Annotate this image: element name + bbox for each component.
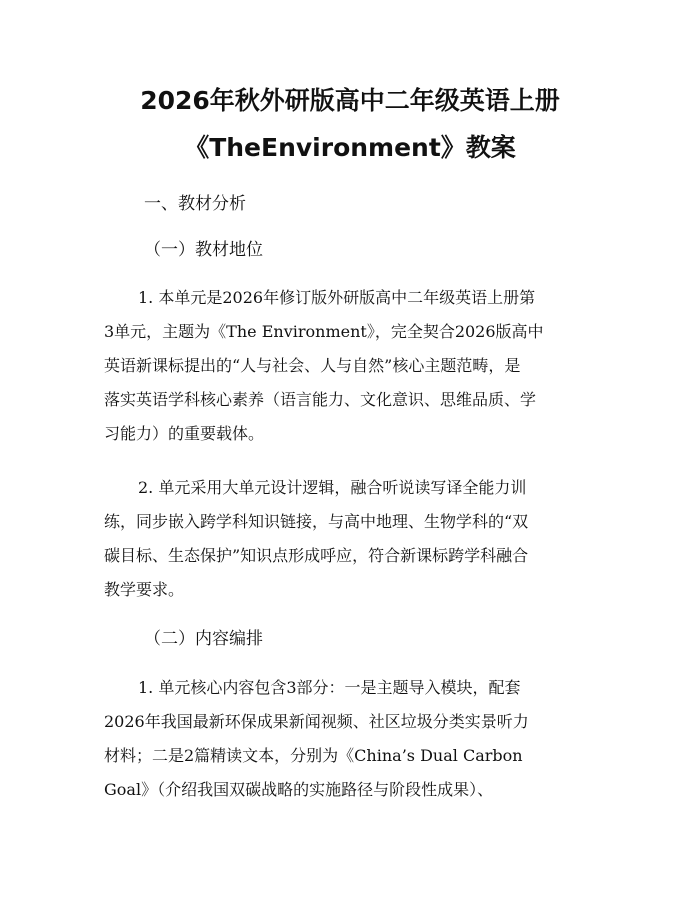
subsection-heading-textbook-status: （一）教材地位 xyxy=(144,240,263,260)
paragraph-line: 碳目标、生态保护”知识点形成呼应，符合新课标跨学科融合 xyxy=(104,546,529,565)
paragraph-line: 练，同步嵌入跨学科知识链接，与高中地理、生物学科的“双 xyxy=(104,512,529,531)
paragraph-line: 1. 本单元是2026年修订版外研版高中二年级英语上册第 xyxy=(138,288,536,307)
paragraph-line: 英语新课标提出的“人与社会、人与自然”核心主题范畴，是 xyxy=(104,356,521,375)
paragraph-line: 习能力）的重要载体。 xyxy=(104,424,265,443)
paragraph-line: 落实英语学科核心素养（语言能力、文化意识、思维品质、学 xyxy=(104,390,537,409)
paragraph-line: 2. 单元采用大单元设计逻辑，融合听说读写译全能力训 xyxy=(138,478,527,497)
paragraph-line: 3单元，主题为《The Environment》，完全契合2026版高中 xyxy=(104,322,544,341)
paragraph-line: 教学要求。 xyxy=(104,580,185,599)
paragraph-line: Goal》（介绍我国双碳战略的实施路径与阶段性成果）、 xyxy=(104,780,494,799)
paragraph-line: 材料；二是2篇精读文本，分别为《China’s Dual Carbon xyxy=(104,746,523,765)
paragraph-line: 2026年我国最新环保成果新闻视频、社区垃圾分类实景听力 xyxy=(104,712,529,731)
subsection-heading-content-arrangement: （二）内容编排 xyxy=(144,629,263,649)
document-title-line-1: 2026年秋外研版高中二年级英语上册 xyxy=(140,86,560,115)
section-heading-textbook-analysis: 一、教材分析 xyxy=(144,194,246,214)
paragraph-line: 1. 单元核心内容包含3部分：一是主题导入模块，配套 xyxy=(138,678,521,697)
document-title-line-2: 《TheEnvironment》教案 xyxy=(184,133,516,162)
